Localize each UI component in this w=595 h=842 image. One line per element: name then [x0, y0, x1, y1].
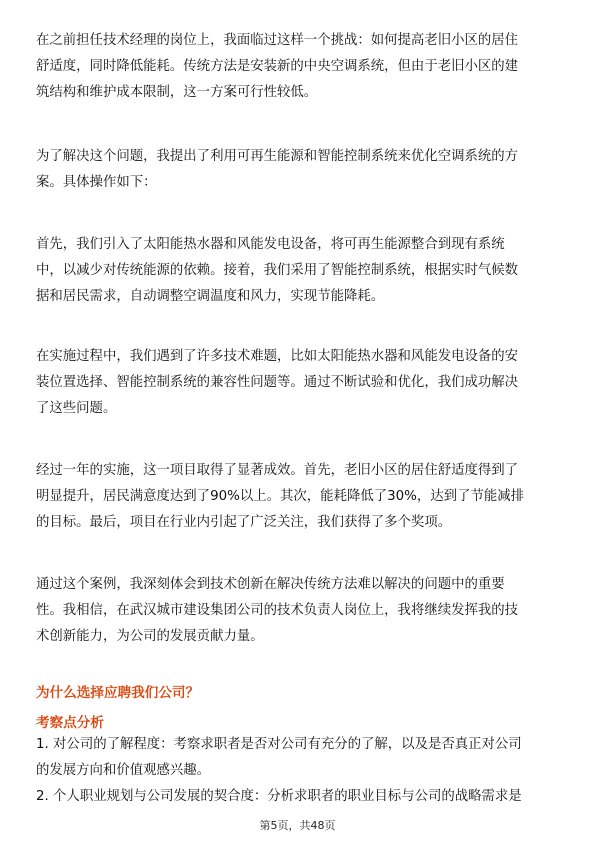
text-line: 术创新能力，为公司的发展贡献力量。: [36, 629, 264, 644]
list-line: 1. 对公司的了解程度：考察求职者是否对公司有充分的了解，以及是否真正对公司: [36, 737, 522, 752]
text-line: 舒适度，同时降低能耗。传统方法是安装新的中央空调系统，但由于老旧小区的建: [36, 59, 519, 74]
text-line: 中，以减少对传统能源的依赖。接着，我们采用了智能控制系统，根据实时气候数: [36, 263, 519, 278]
text-line: 性。我相信，在武汉城市建设集团公司的技术负责人岗位上，我将继续发挥我的技: [36, 603, 519, 618]
paragraph-steps: [36, 232, 561, 310]
text-line: 装位置选择、智能控制系统的兼容性问题等。通过不断试验和优化，我们成功解决: [36, 375, 519, 390]
paragraph-challenge: [36, 28, 561, 106]
paragraph-solution: [36, 144, 561, 196]
text-line: 首先，我们引入了太阳能热水器和风能发电设备，将可再生能源整合到现有系统: [36, 237, 505, 252]
text-line: 的目标。最后，项目在行业内引起了广泛关注，我们获得了多个奖项。: [36, 515, 452, 530]
list-line: 的发展方向和价值观感兴趣。: [36, 763, 211, 778]
list-line: 2. 个人职业规划与公司发展的契合度：分析求职者的职业目标与公司的战略需求是: [36, 789, 522, 804]
analysis-list: [36, 732, 561, 810]
text-line: 了这些问题。: [36, 401, 117, 416]
paragraph-conclusion: [36, 572, 561, 650]
text-line: 通过这个案例，我深刻体会到技术创新在解决传统方法难以解决的问题中的重要: [36, 577, 505, 592]
text-line: 案。具体操作如下：: [36, 175, 157, 190]
subsection-heading: 考察点分析: [36, 715, 104, 731]
text-line: 经过一年的实施，这一项目取得了显著成效。首先，老旧小区的居住舒适度得到了: [36, 463, 519, 478]
text-line: 在之前担任技术经理的岗位上，我面临过这样一个挑战：如何提高老旧小区的居住: [36, 33, 519, 48]
paragraph-results: [36, 458, 561, 536]
page-number: 第5页，共48页: [259, 819, 336, 832]
text-line: 明显提升，居民满意度达到了90%以上。其次，能耗降低了30%，达到了节能减排: [36, 489, 525, 504]
text-line: 据和居民需求，自动调整空调温度和风力，实现节能降耗。: [36, 289, 385, 304]
text-line: 在实施过程中，我们遇到了许多技术难题，比如太阳能热水器和风能发电设备的安: [36, 349, 519, 364]
paragraph-implementation: [36, 344, 561, 422]
text-line: 为了解决这个问题，我提出了利用可再生能源和智能控制系统来优化空调系统的方: [36, 149, 519, 164]
section-heading: 为什么选择应聘我们公司？: [36, 685, 200, 701]
text-line: 筑结构和维护成本限制，这一方案可行性较低。: [36, 85, 318, 100]
